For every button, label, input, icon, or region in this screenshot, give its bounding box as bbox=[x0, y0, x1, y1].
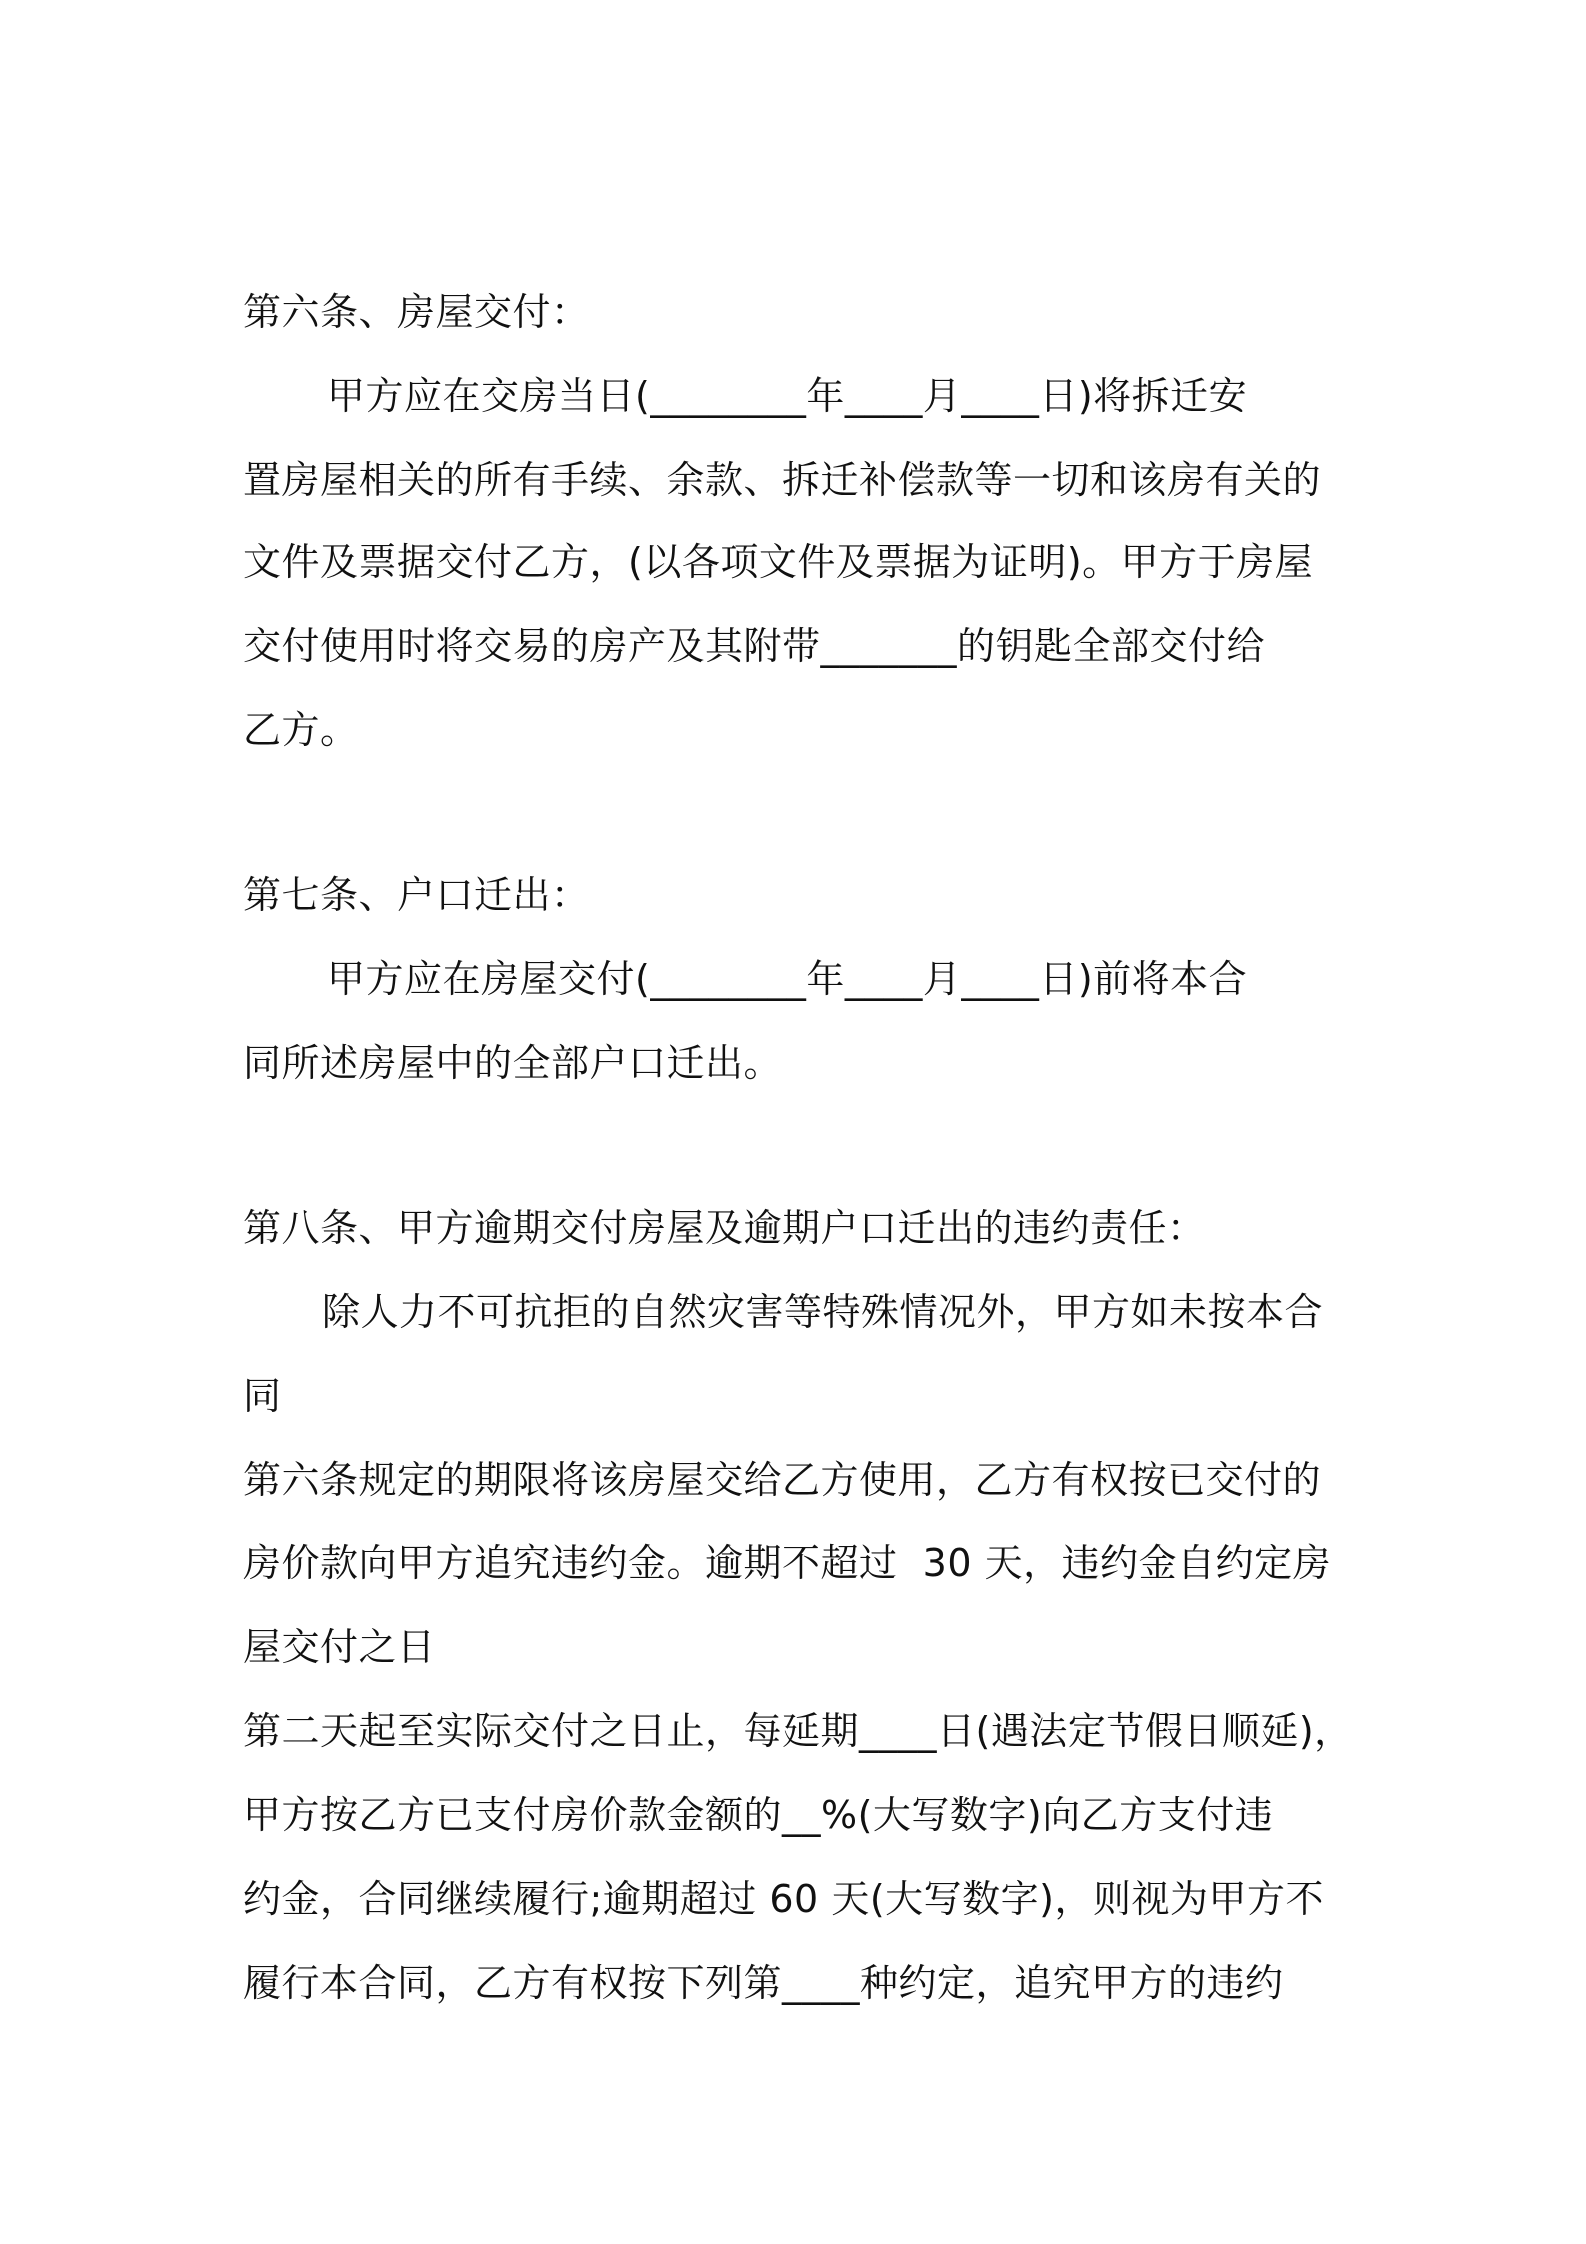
article-8-line-8: 约金，合同继续履行;逾期超过 60 天(大写数字)，则视为甲方不 bbox=[243, 1877, 1324, 1921]
article-8-line-2: 同 bbox=[243, 1374, 282, 1418]
article-6-line-1: 甲方应在交房当日(________年____月____日)将拆迁安 bbox=[327, 374, 1248, 418]
article-8-line-7: 甲方按乙方已支付房价款金额的__%(大写数字)向乙方支付违 bbox=[243, 1793, 1274, 1837]
article-7-heading: 第七条、户口迁出： bbox=[243, 873, 590, 917]
article-7-line-2: 同所述房屋中的全部户口迁出。 bbox=[243, 1041, 783, 1085]
article-6-line-3: 文件及票据交付乙方，(以各项文件及票据为证明)。甲方于房屋 bbox=[243, 540, 1314, 584]
article-7-line-1: 甲方应在房屋交付(________年____月____日)前将本合 bbox=[327, 957, 1248, 1001]
article-8-heading: 第八条、甲方逾期交付房屋及逾期户口迁出的违约责任： bbox=[243, 1206, 1206, 1250]
article-8-line-3: 第六条规定的期限将该房屋交给乙方使用，乙方有权按已交付的 bbox=[243, 1458, 1322, 1502]
article-8-line-9: 履行本合同，乙方有权按下列第____种约定，追究甲方的违约 bbox=[243, 1961, 1284, 2005]
article-8-line-1: 除人力不可抗拒的自然灾害等特殊情况外，甲方如未按本合 bbox=[322, 1290, 1324, 1334]
article-8-line-5: 屋交付之日 bbox=[243, 1625, 436, 1669]
article-8-line-6: 第二天起至实际交付之日止，每延期____日(遇法定节假日顺延)， bbox=[243, 1709, 1353, 1753]
article-6-line-5: 乙方。 bbox=[243, 708, 359, 752]
article-8-line-4: 房价款向甲方追究违约金。逾期不超过 30 天，违约金自约定房 bbox=[243, 1541, 1332, 1585]
article-6-heading: 第六条、房屋交付： bbox=[243, 290, 590, 334]
article-6-line-2: 置房屋相关的所有手续、余款、拆迁补偿款等一切和该房有关的 bbox=[243, 458, 1322, 502]
article-6-line-4: 交付使用时将交易的房产及其附带_______的钥匙全部交付给 bbox=[243, 624, 1266, 668]
